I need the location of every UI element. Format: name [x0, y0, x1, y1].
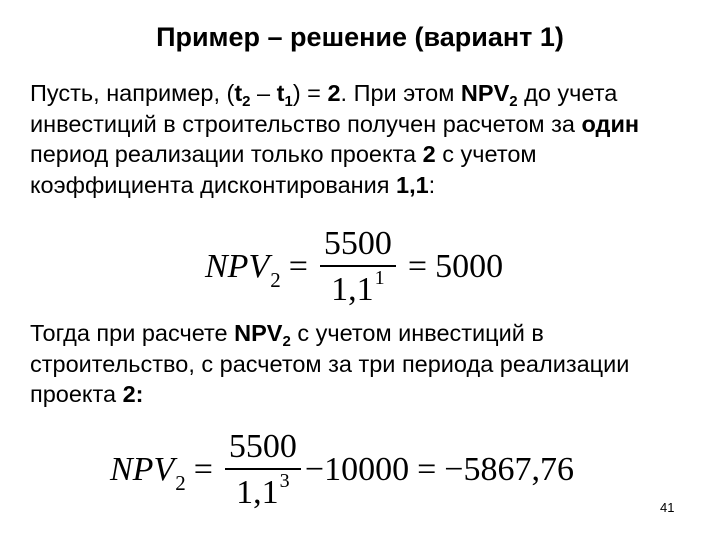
- equals-sign: =: [407, 248, 428, 285]
- project-number: 2:: [122, 381, 144, 407]
- paragraph-three-periods: [30, 318, 700, 410]
- fraction: [320, 227, 396, 307]
- formula-var: NPV: [205, 248, 270, 285]
- text: период реализации только проекта: [30, 141, 423, 167]
- page-number: 41: [660, 500, 675, 515]
- formula-result: 5000: [435, 248, 504, 285]
- denominator: [232, 470, 294, 510]
- var-t: t: [276, 80, 285, 106]
- investment-term: −10000: [304, 451, 410, 488]
- npv-label: NPV: [234, 320, 283, 346]
- den-base: 1,1: [331, 270, 374, 308]
- fraction: [225, 430, 301, 510]
- paragraph-intro: [30, 78, 700, 200]
- numerator: 5500: [323, 225, 392, 263]
- text: Пусть, например, (: [30, 80, 235, 106]
- slide-title: Пример – решение (вариант 1): [156, 22, 564, 52]
- equals-sign: =: [417, 451, 437, 488]
- formula-subscript: 2: [175, 470, 186, 495]
- text: Тогда при расчете: [30, 320, 235, 346]
- formula-npv-three-periods: [110, 424, 574, 516]
- equals-sign: =: [288, 248, 308, 285]
- numerator: 5500: [228, 428, 297, 466]
- equals-sign: =: [193, 451, 213, 488]
- project-number: 2: [422, 141, 436, 167]
- text: с учетом инвестиций в строительство, с расчетом за три периода реализации проекта: [30, 320, 630, 407]
- var-t: t: [234, 80, 243, 106]
- subscript: 2: [282, 333, 291, 350]
- text: :: [428, 171, 436, 198]
- value-bold: 2: [327, 80, 341, 106]
- formula-var: NPV: [110, 451, 175, 488]
- emphasis: один: [581, 110, 640, 137]
- den-base: 1,1: [236, 473, 279, 511]
- formula-npv-one-period: [205, 224, 503, 310]
- formula-subscript: 2: [270, 267, 281, 292]
- discount-coefficient: 1,1: [396, 171, 429, 198]
- formula-result: −5867,76: [444, 451, 574, 488]
- text: . При этом: [340, 80, 461, 106]
- den-exponent: 3: [279, 469, 290, 492]
- subscript: 2: [509, 93, 518, 110]
- text: ) =: [292, 80, 328, 106]
- text: до учета инвестиций в строительство получен расчетом за: [30, 80, 618, 137]
- subscript: 2: [242, 93, 251, 110]
- npv-label: NPV: [460, 80, 510, 106]
- den-exponent: 1: [374, 266, 385, 289]
- text: –: [250, 80, 277, 106]
- text: с учетом коэффициента дисконтирования: [30, 141, 537, 198]
- denominator: [327, 267, 389, 307]
- subscript: 1: [284, 93, 293, 110]
